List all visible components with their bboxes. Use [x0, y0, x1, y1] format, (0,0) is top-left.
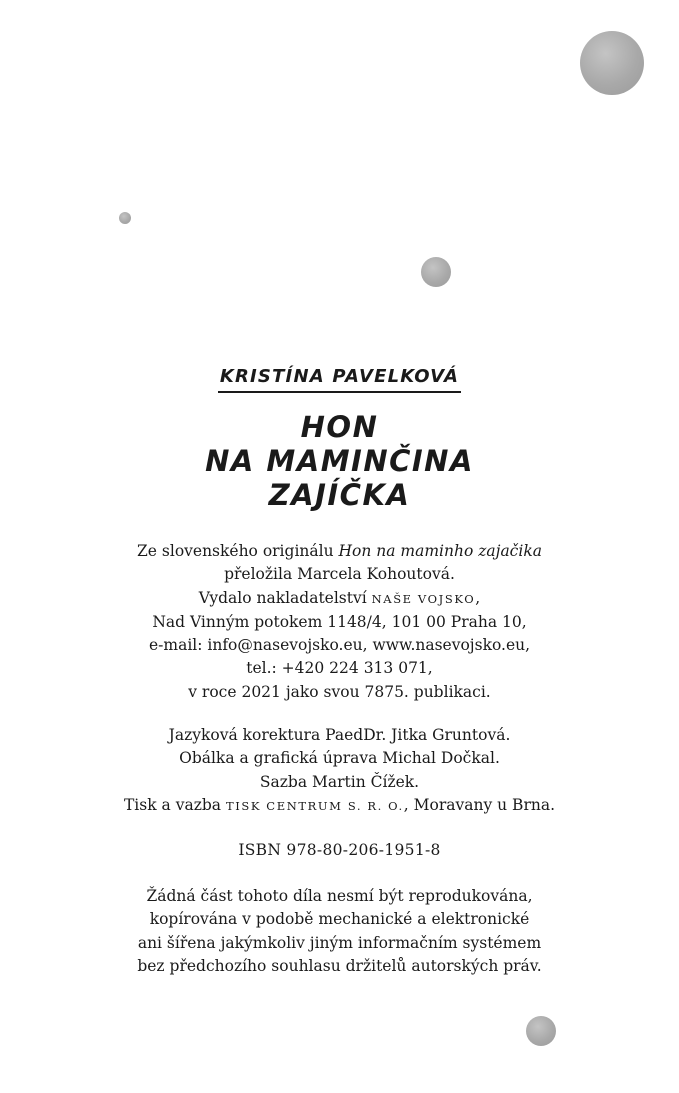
original-label: Ze slovenského originálu — [137, 542, 339, 560]
publisher-suffix: , — [475, 588, 481, 607]
imprint-line — [0, 540, 679, 563]
title-line: ZAJÍČKA — [268, 478, 411, 512]
isbn: ISBN 978-80-206-1951-8 — [238, 841, 441, 859]
decorative-dot-bottom — [526, 1016, 556, 1046]
author-block — [0, 366, 679, 393]
decorative-dot-small — [119, 212, 131, 224]
imprint-block — [0, 540, 679, 704]
copyright-line: ani šířena jakýmkoliv jiným informačním systémem — [137, 933, 542, 952]
author-name: KRISTÍNA PAVELKOVÁ — [218, 366, 461, 393]
publication-line: v roce 2021 jako svou 7875. publikaci. — [188, 682, 491, 701]
copyright-notice — [0, 885, 679, 978]
original-title: Hon na maminho zajačika — [338, 542, 542, 560]
translator-line: přeložila Marcela Kohoutová. — [224, 565, 455, 584]
printing-line — [0, 794, 679, 818]
cover-design-line: Obálka a grafická úprava Michal Dočkal. — [179, 749, 500, 768]
title-line: NA MAMINČINA — [205, 444, 474, 478]
printing-label: Tisk a vazba — [123, 795, 226, 814]
proofreading-line: Jazyková korektura PaedDr. Jitka Gruntová. — [168, 726, 511, 744]
address-line: Nad Vinným potokem 1148/4, 101 00 Praha 10, — [152, 612, 527, 631]
copyright-line: kopírována v podobě mechanické a elektronické — [149, 910, 530, 929]
book-title — [0, 410, 679, 512]
publisher-name: NAŠE VOJSKO — [371, 591, 476, 606]
contact-line: e-mail: info@nasevojsko.eu, www.nasevojsko.eu, — [148, 636, 531, 655]
credits-block — [0, 724, 679, 818]
copyright-line: bez předchozího souhlasu držitelů autorských práv. — [137, 956, 542, 975]
decorative-dot-large — [580, 31, 644, 95]
publisher-label: Vydalo nakladatelství — [198, 588, 372, 607]
printer-name: TISK CENTRUM S. R. O. — [225, 798, 404, 813]
typesetting-line: Sazba Martin Čížek. — [259, 772, 420, 791]
publisher-line — [0, 587, 679, 611]
copyright-line: Žádná část tohoto díla nesmí být reprodukována, — [146, 887, 533, 905]
decorative-dot-medium — [421, 257, 451, 287]
title-line: HON — [300, 410, 379, 444]
printing-location: , Moravany u Brna. — [403, 795, 556, 814]
phone-line: tel.: +420 224 313 071, — [246, 659, 433, 678]
